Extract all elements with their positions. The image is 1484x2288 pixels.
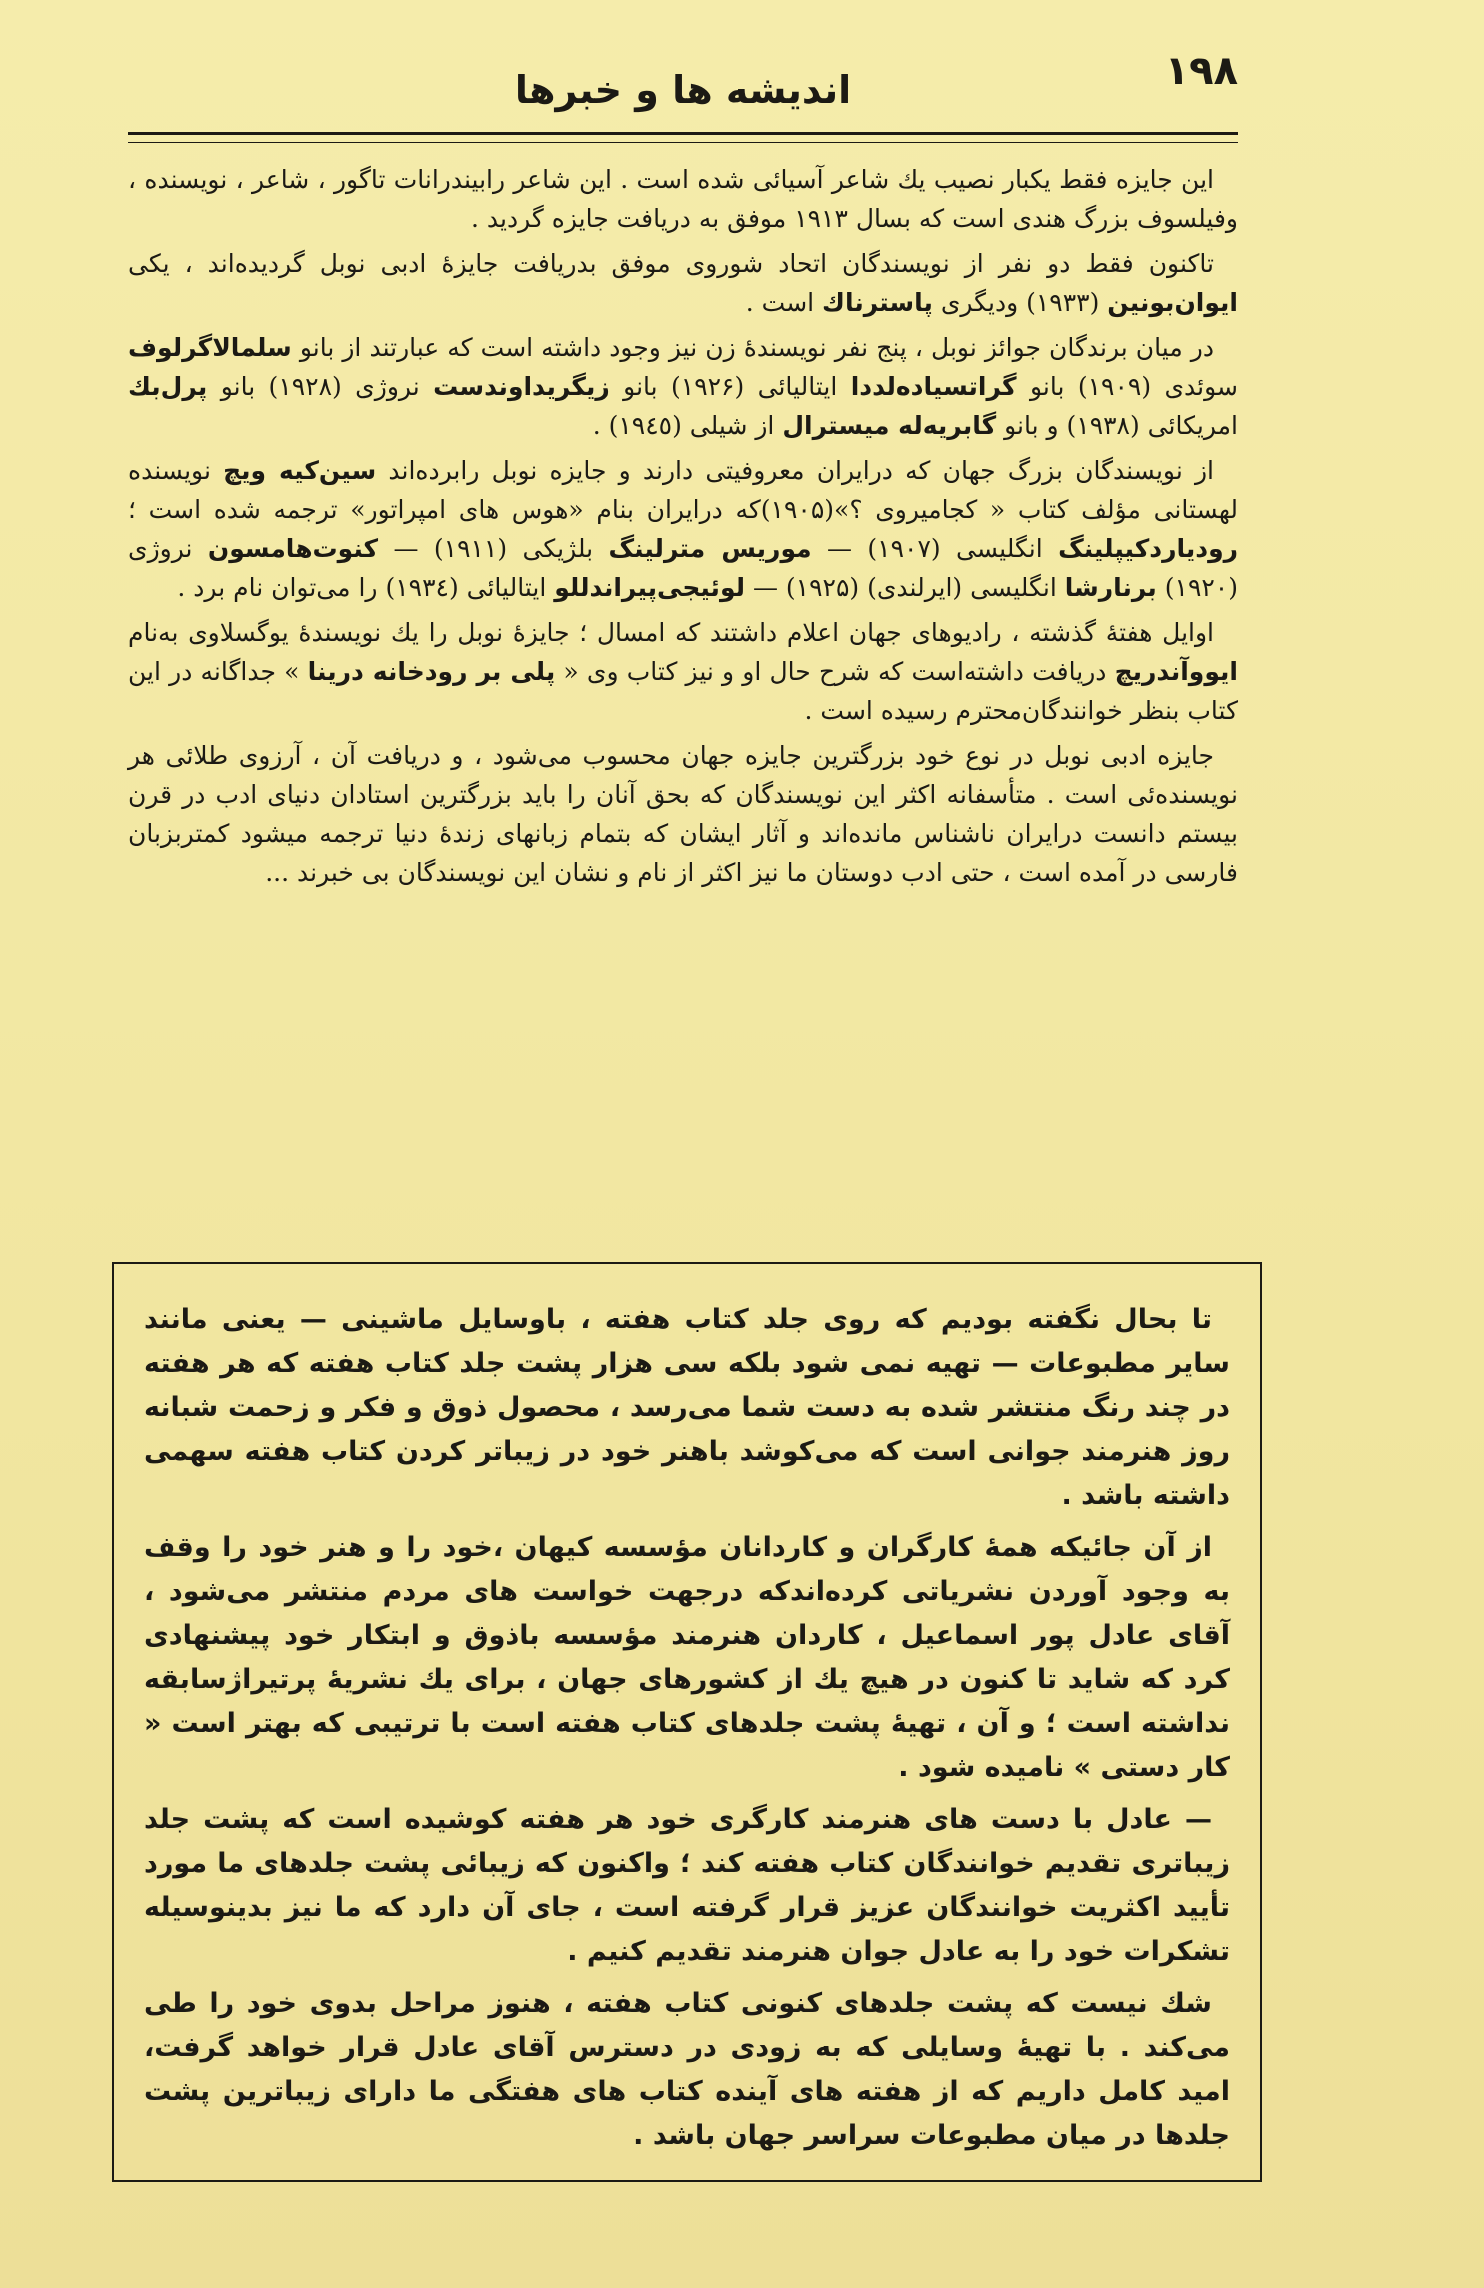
article-paragraph: این جایزه فقط یکبار نصیب یك شاعر آسیائی شده است . این شاعر رابیندرانات تاگور ، شاعر ، نویسنده ، وفیلسوف بزرگ هندی است که بسال ۱۹۱۳ موفق به دریافت جایزه گردید . — [128, 165, 1238, 233]
author-name: ایووآندریچ — [1114, 657, 1238, 686]
author-name: موریس مترلینگ — [608, 534, 812, 563]
article-paragraph: در میان برندگان جوائز نوبل ، پنج نفر نویسندهٔ زن نیز وجود داشته است که عبارتند از بانو سلمالاگرلوف سوئدی (۱۹۰۹) بانو گراتسیاده‌لددا ایتالیائی (۱۹۲۶) بانو زیگریداوندست نروژی (۱۹۲۸) بانو پرل‌بك امریکائی (۱۹۳۸) و بانو گابریه‌له میسترال از شیلی (۱۹٤٥) . — [128, 333, 1238, 440]
article-paragraph: از نویسندگان بزرگ جهان که درایران معروفیتی دارند و جایزه نوبل رابرده‌اند سین‌کیه ویچ نویسنده لهستانی مؤلف کتاب « کجامیروی ؟»(۱۹۰۵)که درایران بنام «هوس های امپراتور» ترجمه شده است ؛ رودیاردکیپلینگ انگلیسی (۱۹۰۷) — موریس مترلینگ بلژیکی (۱۹۱۱) — کنوت‌هامسون نروژی (۱۹۲۰) برنارشا انگلیسی (ایرلندی) (۱۹۲۵) — لوئیجی‌پیراندللو ایتالیائی (۱۹۳٤) را می‌توان نام برد . — [128, 456, 1239, 602]
author-name: برنارشا — [1064, 573, 1157, 602]
author-name: کنوت‌هامسون — [207, 534, 379, 563]
running-title: اندیشه ها و خبرها — [514, 68, 852, 112]
author-name: پرل‌بك — [128, 372, 208, 401]
author-name: گراتسیاده‌لددا — [850, 372, 1017, 401]
article-body — [128, 160, 1238, 1230]
author-name: زیگریداوندست — [433, 372, 610, 401]
book-title: پلی بر رودخانه درینا — [307, 657, 556, 686]
author-name: لوئیجی‌پیراندللو — [554, 573, 746, 602]
article-paragraph: اوایل هفتهٔ گذشته ، رادیوهای جهان اعلام داشتند که امسال ؛ جایزهٔ نوبل را یك نویسندهٔ یوگسلاوی به‌نام ایووآندریچ دریافت داشته‌است که شرح حال او و نیز کتاب وی « پلی بر رودخانه درینا » جداگانه در این کتاب بنظر خوانندگان‌محترم رسیده است . — [128, 618, 1238, 725]
notice-paragraph: شك نیست که پشت جلدهای کنونی کتاب هفته ، هنوز مراحل بدوی خود را طی می‌کند . با تهیهٔ وسایلی که به زودی در دسترس آقای عادل قرار خواهد گرفت، امید کامل داریم که از هفته های آینده کتاب های هفتگی ما دارای زیباترین پشت جلدها در میان مطبوعات سراسر جهان باشد . — [144, 1988, 1230, 2151]
page-header — [128, 48, 1238, 138]
page-number: ۱۹۸ — [1164, 48, 1238, 94]
author-name: پاسترناك — [822, 288, 933, 317]
header-rule-thin — [128, 142, 1238, 143]
article-paragraph: تاکنون فقط دو نفر از نویسندگان اتحاد شوروی موفق بدریافت جایزهٔ ادبی نوبل گردیده‌اند ، یکی ایوان‌بونین (۱۹۳۳) ودیگری پاسترناك است . — [128, 249, 1238, 317]
notice-paragraph: از آن جائیکه همهٔ کارگران و کاردانان مؤسسه کیهان ،خود را و هنر خود را وقف به وجود آوردن نشریاتی کرده‌اندکه درجهت خواست های مردم منتشر می‌شود ، آقای عادل پور اسماعیل ، کاردان هنرمند مؤسسه باذوق و ابتکار خود پیشنهادی کرد که شاید تا کنون در هیچ یك از کشورهای جهان ، برای یك نشریهٔ پرتیراژسابقه نداشته است ؛ و آن ، تهیهٔ پشت جلدهای کتاب هفته است با ترتیبی که بهتر است « کار دستی » نامیده شود . — [144, 1532, 1230, 1783]
author-name: سلمالاگرلوف — [128, 333, 292, 362]
boxed-notice — [112, 1262, 1262, 2182]
notice-paragraph: — عادل با دست های هنرمند کارگری خود هر هفته کوشیده است که پشت جلد زیباتری تقدیم خوانندگان کتاب هفته کند ؛ واکنون که زیبائی پشت جلدهای ما مورد تأیید اکثریت خوانندگان عزیز قرار گرفته است ، جای آن دارد که ما نیز بدینوسیله تشکرات خود را به عادل جوان هنرمند تقدیم کنیم . — [144, 1804, 1230, 1967]
article-paragraph: جایزه ادبی نوبل در نوع خود بزرگترین جایزه جهان محسوب می‌شود ، و دریافت آن ، آرزوی طلائی هر نویسنده‌ئی است . متأسفانه اکثر این نویسندگان که بحق آنان را باید بزرگترین استادان دنیای ادب در قرن بیستم دانست درایران ناشناس مانده‌اند و آثار ایشان که بتمام زبانهای زندهٔ دنیا ترجمه میشود کمتربزبان فارسی در آمده است ، حتی ادب دوستان ما نیز اکثر از نام و نشان این نویسندگان بی خبرند ... — [128, 741, 1238, 887]
author-name: گابریه‌له میسترال — [782, 411, 997, 440]
author-name: ایوان‌بونین — [1107, 288, 1238, 317]
author-name: سین‌کیه ویچ — [223, 456, 377, 485]
header-rule-thick — [128, 132, 1238, 135]
author-name: رودیاردکیپلینگ — [1058, 534, 1239, 563]
notice-paragraph: تا بحال نگفته بودیم که روی جلد کتاب هفته ، باوسایل ماشینی — یعنی مانند سایر مطبوعات — تهیه نمی شود بلکه سی هزار پشت جلد کتاب هفته که هر هفته در چند رنگ منتشر شده به دست شما می‌رسد ، محصول ذوق و فکر و زحمت شبانه روز هنرمند جوانی است که می‌کوشد باهنر خود در زیباتر کردن کتاب هفته سهمی داشته باشد . — [144, 1304, 1230, 1511]
